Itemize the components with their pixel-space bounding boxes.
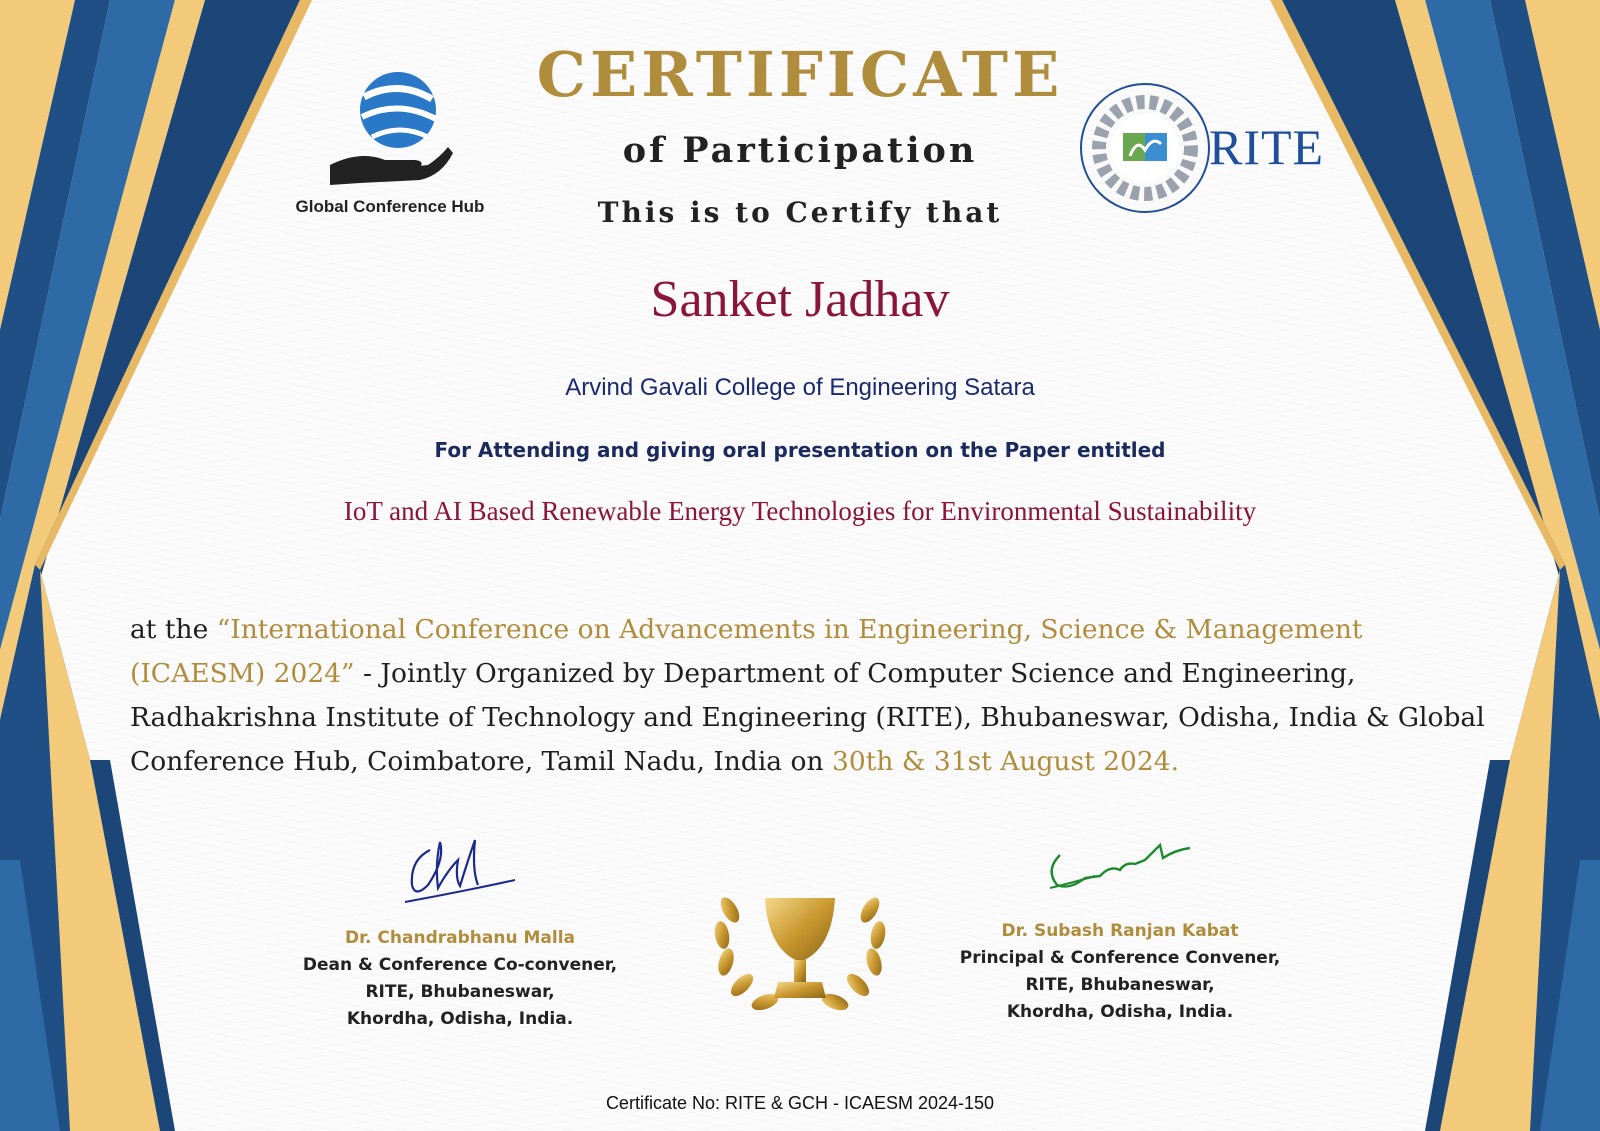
signatory-left-org: RITE, Bhubaneswar, [365, 982, 555, 1002]
conference-paragraph [130, 608, 1490, 784]
conference-prefix: at the [130, 614, 217, 645]
signatory-left [280, 925, 640, 1033]
certificate-number: Certificate No: RITE & GCH - ICAESM 2024-150 [605, 1093, 995, 1113]
recipient-name: Sanket Jadhav [650, 271, 950, 328]
signatory-left-location: Khordha, Odisha, India. [346, 1009, 574, 1029]
global-conference-hub-logo [270, 65, 510, 225]
paper-title: IoT and AI Based Renewable Energy Technologies for Environmental Sustainability [343, 496, 1257, 526]
signatory-right-name: Dr. Subash Ranjan Kabat [1001, 921, 1239, 941]
certify-line: This is to Certify that [597, 196, 1003, 229]
recipient-institution: Arvind Gavali College of Engineering Satara [565, 374, 1035, 401]
signature-left-image [400, 830, 520, 910]
rite-logo [1075, 78, 1325, 228]
signature-right-image [1045, 840, 1195, 900]
conference-organizers: - Jointly Organized by Department of Computer Science and Engineering, Radhakrishna Institute of Technology and Engineering (RITE), Bhubaneswar, Odisha, India & Global Conference Hub, Coimbatore, Tamil Nadu, India on [130, 658, 1485, 777]
signatory-left-role: Dean & Conference Co-convener, [302, 955, 618, 975]
signatory-right-location: Khordha, Odisha, India. [1006, 1002, 1234, 1022]
conference-dates: 30th & 31st August 2024. [831, 746, 1180, 777]
globe-hand-icon [320, 65, 460, 190]
conference-name: “International Conference on Advancements in Engineering, Science & Management (ICAESM) 2024” [130, 614, 1363, 689]
global-conference-hub-label: Global Conference Hub [295, 197, 485, 216]
rite-wordmark: RITE [1209, 119, 1325, 175]
presentation-label: For Attending and giving oral presentation on the Paper entitled [434, 438, 1166, 462]
trophy-laurel-icon [710, 870, 890, 1020]
signatory-right-role: Principal & Conference Convener, [959, 948, 1281, 968]
signatory-right [940, 918, 1300, 1026]
signatory-left-name: Dr. Chandrabhanu Malla [344, 928, 575, 948]
signatory-right-org: RITE, Bhubaneswar, [1025, 975, 1215, 995]
certificate-title: CERTIFICATE [536, 38, 1064, 111]
certificate-subtitle: of Participation [622, 130, 978, 171]
